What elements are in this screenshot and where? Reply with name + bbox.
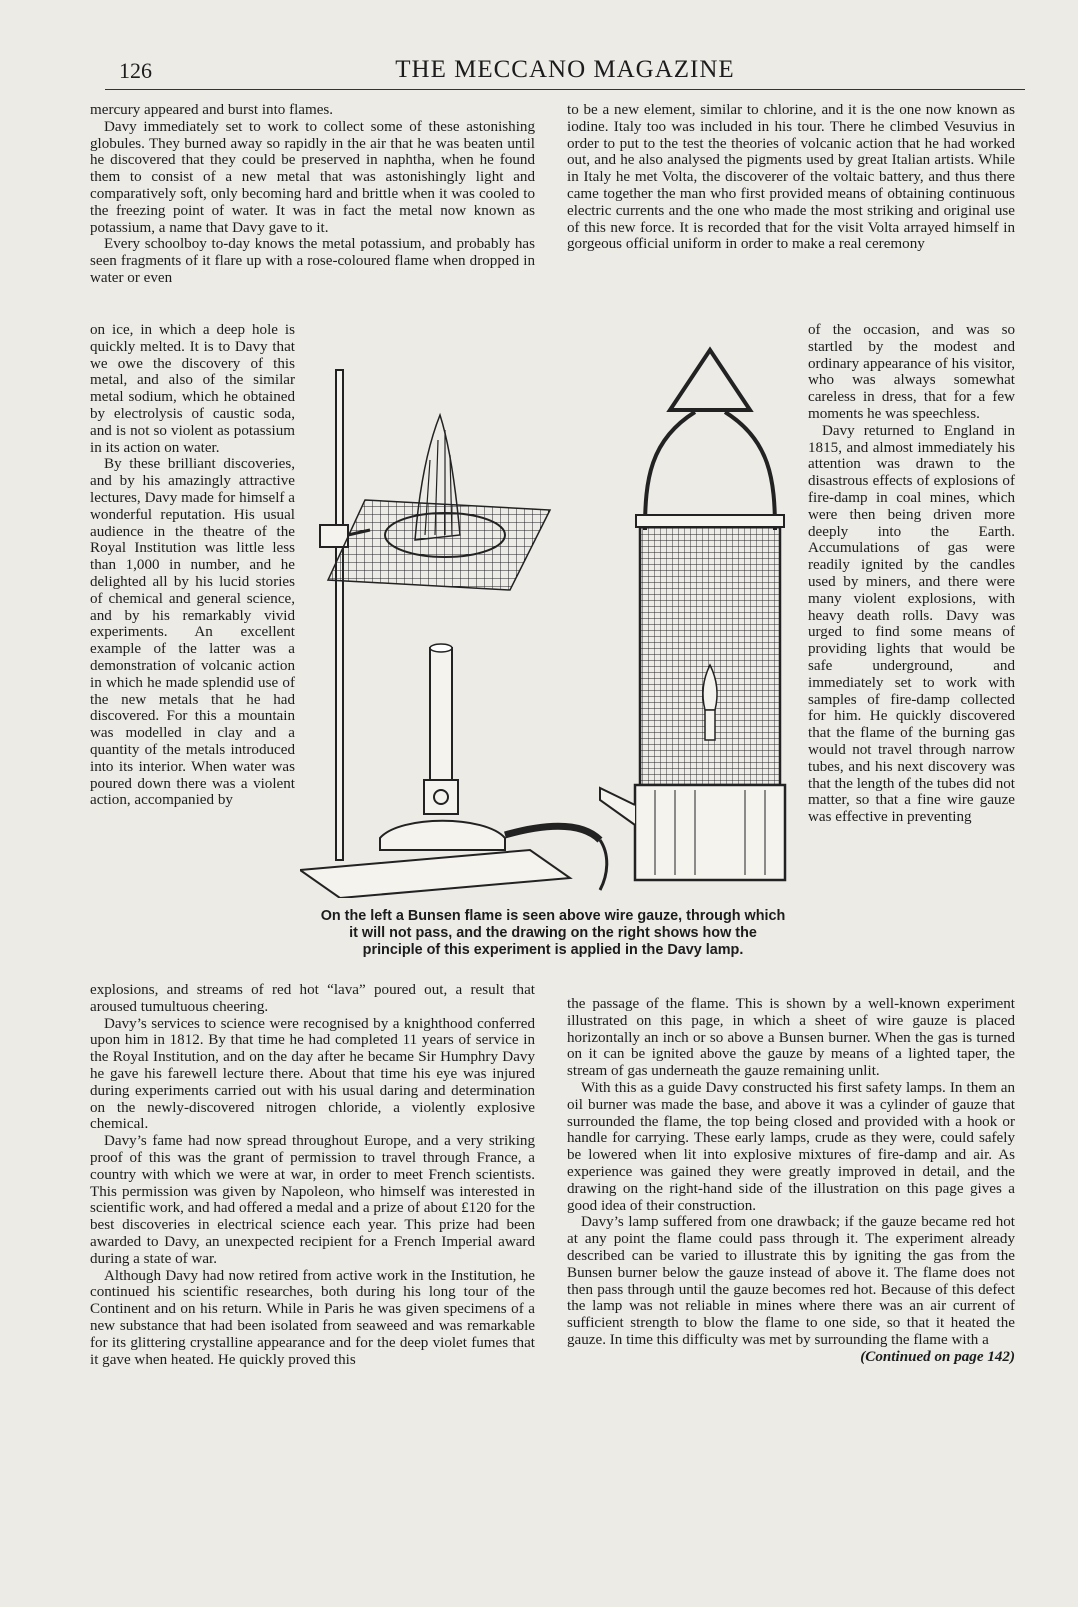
right-column-top [567, 102, 1015, 253]
page-header [105, 54, 1025, 90]
wire-gauze-sheet [328, 500, 550, 590]
paragraph: to be a new element, similar to chlorine, and it is the one now known as iodine. Italy too was included in his tour. There he climbed Vesuvius in order to put to the test the theories of volcanic action that he had worked out, and he also analysed the pigments used by great Italian artists. While in Italy he met Volta, the discoverer of the voltaic battery, and thus there came together the man who first provided means of obtaining continuous electric currents and the one who made the most striking and original use of this new force. It is recorded that for the visit Volta arrayed himself in gorgeous official uniform in order to make a real ceremony [567, 102, 1015, 253]
figure-caption: On the left a Bunsen flame is seen above wire gauze, through which it will not pass, and the drawing on the right shows how the principle of this experiment is applied in the Davy lamp. [320, 908, 786, 958]
left-column-bottom [90, 982, 535, 1368]
paragraph: Although Davy had now retired from active work in the Institution, he continued his scientific researches, both during his long tour of the Continent and on his return. While in Paris he was given specimens of a new substance that had been isolated from seaweed and was remarkable for its glittering crystalline appearance and for the deep violet fumes that it gave when heated. He quickly proved this [90, 1267, 535, 1368]
right-column-narrow [808, 322, 1015, 826]
davy-lamp [600, 350, 785, 880]
paragraph: of the occasion, and was so startled by the modest and ordinary appearance of his visitor, who was always somewhat careless in dress, that for a few moments he was speechless. [808, 322, 1015, 422]
illustration-svg [300, 330, 810, 898]
paragraph: the passage of the flame. This is shown by a well-known experiment illustrated on this page, in which a sheet of wire gauze is placed horizontally an inch or so above a Bunsen burner. When the gas is turned on it can be ignited above the gauze by means of a lighted taper, the stream of gas underneath the gauze remaining unlit. [567, 996, 1015, 1080]
page-number: 126 [119, 58, 152, 83]
continued-note: (Continued on page 142) [860, 1348, 1015, 1365]
paragraph: on ice, in which a deep hole is quickly melted. It is to Davy that we owe the discovery of this metal, and also of the similar metal sodium, which he obtained by electrolysis of caustic soda, and is not so violent as potassium in its action on water. [90, 322, 295, 456]
paragraph: Davy’s lamp suffered from one drawback; if the gauze became red hot at any point the flame could pass through it. The experiment already described can be varied to illustrate this by igniting the gas from the Bunsen burner below the gauze instead of above it. The flame does not then pass through until the gauze becomes red hot. Because of this defect the lamp was not reliable in mines where there was an air current of sufficient strength to blow the flame to one side, so that it heated the gauze. In time this difficulty was met by surrounding the flame with a [567, 1214, 1015, 1348]
paragraph: Davy’s fame had now spread throughout Europe, and a very striking proof of this was the grant of permission to travel through France, a country with which we were at war, in order to meet French scientists. This permission was given by Napoleon, who himself was interested in scientific work, and had offered a medal and a prize of about £120 for the best discoveries in electrical science each year. This prize had been awarded to Davy, an unexpected recipient for a French Imperial award during a state of war. [90, 1133, 535, 1267]
paragraph: By these brilliant discoveries, and by his amazingly attractive lectures, Davy made for himself a wonderful reputation. His usual audience in the theatre of the Royal Institution was little less than 1,000 in number, and he delighted all by his lucid stories of chemical and general science, and by his remarkably vivid experiments. An excellent example of the latter was a demonstration of volcanic action in which he made splendid use of the new metals that he had discovered. For this a mountain was modelled in clay and a quantity of the metals introduced into its interior. When water was poured down there was a violent action, accompanied by [90, 456, 295, 809]
paragraph: Every schoolboy to-day knows the metal potassium, and probably has seen fragments of it flare up with a rose-coloured flame when dropped in water or even [90, 236, 535, 286]
retort-stand [300, 370, 570, 898]
paragraph: explosions, and streams of red hot “lava” poured out, a result that aroused tumultuous cheering. [90, 982, 535, 1015]
right-column-bottom [567, 996, 1015, 1366]
paragraph: mercury appeared and burst into flames. [90, 102, 334, 118]
paragraph: With this as a guide Davy constructed his first safety lamps. In them an oil burner was made the base, and above it was a cylinder of gauze that surrounded the flame, the top being closed and provided with a hook or handle for carrying. These early lamps, crude as they were, could safely be lowered when lit into explosive mixtures of fire-damp and air. As experience was gained they were greatly improved in detail, and the drawing on the right-hand side of the illustration on this page gives a good idea of their construction. [567, 1079, 1015, 1214]
left-column-top [90, 102, 535, 287]
illustration-bunsen-and-davy-lamp [300, 330, 810, 898]
left-column-narrow [90, 322, 295, 809]
paragraph: Davy’s services to science were recognised by a knighthood conferred upon him in 1812. By that time he had completed 11 years of service in the Royal Institution, and on the day after he became Sir Humphry Davy he gave his farewell lecture there. About that time his eye was injured during experiments carried out with his usual daring and determination on the newly-discovered nitrogen chloride, a violently explosive chemical. [90, 1015, 535, 1133]
paragraph: Davy returned to England in 1815, and almost immediately his attention was drawn to the disastrous effects of explosions of fire-damp in coal mines, which were then being driven more deeply into the Earth. Accumulations of gas were readily ignited by the candles used by miners, and there were many violent explosions, with heavy death rolls. Davy was urged to find some means of providing lights that would be safe underground, and immediately set to work with samples of fire-damp collected for him. He quickly discovered that the flame of the burning gas would not travel through narrow tubes, and his next discovery was that the length of the tubes did not matter, so that a fine wire gauze was effective in preventing [808, 422, 1015, 826]
magazine-title: THE MECCANO MAGAZINE [395, 56, 735, 83]
paragraph: Davy immediately set to work to collect some of these astonishing globules. They burned away so rapidly in the air that he was beaten until he discovered that they could be preserved in naphtha, when he found them to consist of a new metal that was astonishingly light and comparatively soft, only becoming hard and brittle when it was cooled to the freezing point of water. It was in fact the metal now known as potassium, a name that Davy gave to it. [90, 118, 535, 236]
